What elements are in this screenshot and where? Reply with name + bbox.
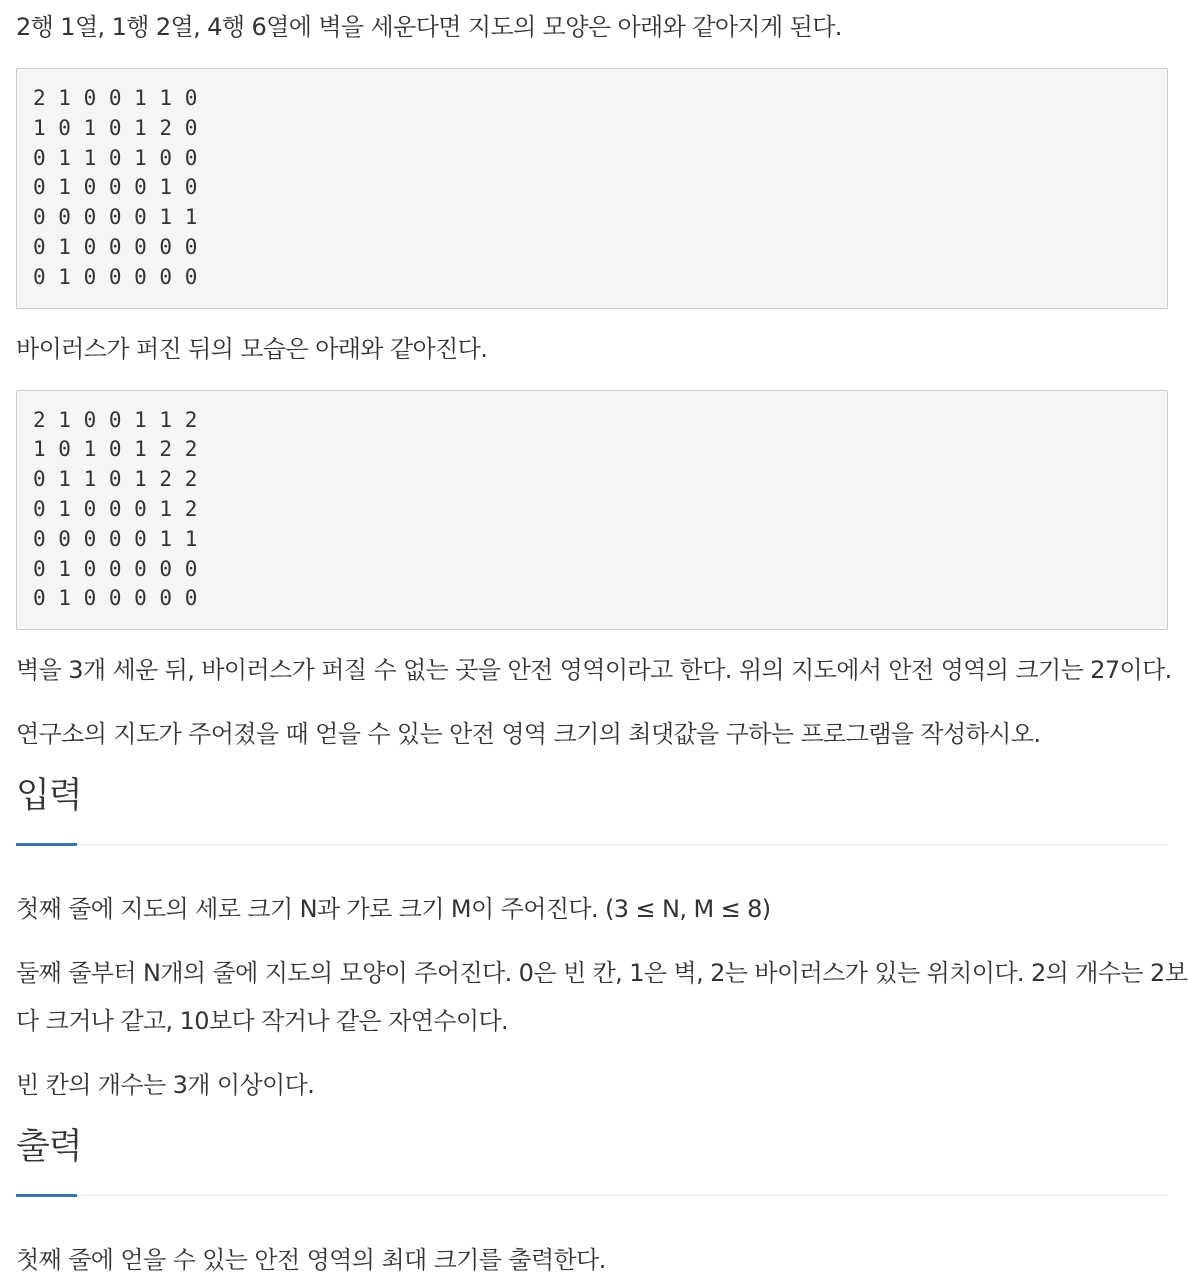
map-after-spread: 2 1 0 0 1 1 2 1 0 1 0 1 2 2 0 1 1 0 1 2 2 0 1 0 0 0 1 2 0 0 0 0 0 1 1 0 1 0 0 0 0 0 0 1 0 0 0 0 0 bbox=[16, 390, 1168, 631]
wall-description: 2행 1열, 1행 2열, 4행 6열에 벽을 세운다면 지도의 모양은 아래와 같아지게 된다. bbox=[16, 13, 842, 41]
spread-description: 바이러스가 퍼진 뒤의 모습은 아래와 같아진다. bbox=[16, 334, 488, 363]
output-line: 첫째 줄에 얻을 수 있는 안전 영역의 최대 크기를 출력한다. bbox=[16, 1246, 606, 1275]
input-section-header bbox=[16, 770, 1168, 845]
map-before-walls: 2 1 0 0 1 1 0 1 0 1 0 1 2 0 0 1 1 0 1 0 0 0 1 0 0 0 1 0 0 0 0 0 0 1 1 0 1 0 0 0 0 0 0 1 0 0 0 0 0 bbox=[16, 68, 1168, 309]
input-line-map-b: 다 크거나 같고, 10보다 작거나 같은 자연수이다. bbox=[16, 1007, 509, 1036]
input-section-title: 입력 bbox=[16, 776, 82, 817]
task-description: 연구소의 지도가 주어졌을 때 얻을 수 있는 안전 영역 크기의 최댓값을 구하는 프로그램을 작성하시오. bbox=[16, 720, 1041, 749]
input-line-empty: 빈 칸의 개수는 3개 이상이다. bbox=[16, 1071, 315, 1100]
input-title-underline bbox=[16, 843, 77, 846]
problem-description bbox=[16, 0, 1188, 1284]
output-section-title: 출력 bbox=[16, 1127, 82, 1168]
safe-zone-description: 벽을 3개 세운 뒤, 바이러스가 퍼질 수 없는 곳을 안전 영역이라고 한다. 위의 지도에서 안전 영역의 크기는 27이다. bbox=[16, 656, 1172, 685]
output-section-header bbox=[16, 1121, 1168, 1196]
input-line-map-a: 둘째 줄부터 N개의 줄에 지도의 모양이 주어진다. 0은 빈 칸, 1은 벽, 2는 바이러스가 있는 위치이다. 2의 개수는 2보 bbox=[16, 959, 1188, 988]
output-title-underline bbox=[16, 1194, 77, 1197]
input-line-size: 첫째 줄에 지도의 세로 크기 N과 가로 크기 M이 주어진다. (3 ≤ N, M ≤ 8) bbox=[16, 895, 771, 924]
